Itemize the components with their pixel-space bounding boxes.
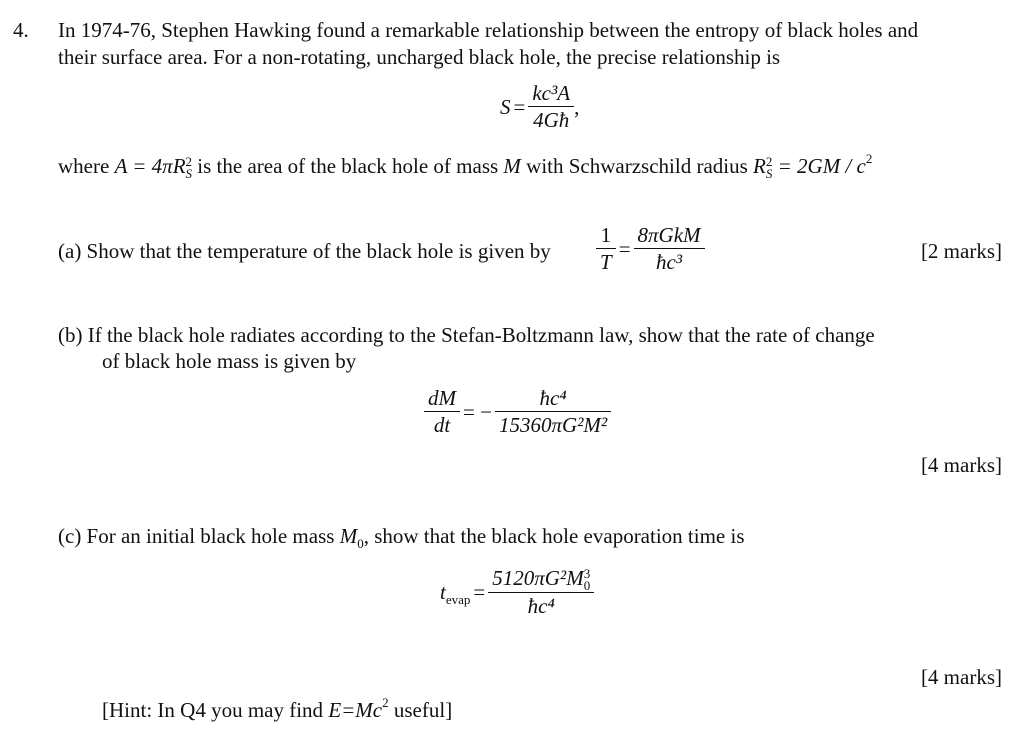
- entropy-tail: ,: [574, 94, 580, 119]
- area-mid-text: is the area of the black hole of mass: [192, 154, 504, 178]
- part-a-text: (a) Show that the temperature of the black hole is given by: [58, 239, 551, 263]
- temperature-lhs-fraction: $\frac{1}{T}$: [596, 222, 616, 275]
- mass-rate-rhs-fraction: $\frac{\text{ħc⁴}}{\text{15360πG²M²}}$: [495, 385, 611, 438]
- part-c-line: (c) For an initial black hole mass $M_0$, show that the black hole evaporation time is: [58, 524, 745, 552]
- mass-rate-equation: $\frac{dM}{dt}$ = − $\frac{\text{ħc⁴}}{\text{15360πG²M²}}$: [424, 385, 611, 438]
- where-text: where: [58, 154, 110, 178]
- question-number: 4.: [13, 18, 29, 42]
- part-b-line-1: (b) If the black hole radiates according to the Stefan-Boltzmann law, show that the rate of change: [58, 323, 875, 347]
- where-line: where A = 4πR 2 S is the area of the black hole of mass M with Schwarzschild radius R 2 S = $2GM / c^2$: [58, 151, 873, 182]
- mass-rate-lhs-fraction: $\frac{dM}{dt}$: [424, 385, 460, 438]
- part-b-line-2: of black hole mass is given by: [102, 349, 357, 373]
- entropy-denominator: 4Għ: [528, 106, 574, 133]
- part-c-marks: [4 marks]: [920, 665, 1002, 689]
- hint-formula: E=Mc: [328, 698, 383, 722]
- hint-line: [Hint: In Q4 you may find $E=Mc^2$ useful]: [102, 695, 453, 722]
- evap-time-symbol: t: [440, 580, 446, 605]
- part-b-marks: [4 marks]: [920, 453, 1002, 477]
- entropy-symbol: S: [500, 94, 511, 119]
- part-a-marks: [2 marks]: [920, 239, 1002, 263]
- entropy-fraction: [528, 80, 574, 133]
- area-equation: A = 4πR: [114, 154, 186, 178]
- mass-symbol: M: [503, 154, 521, 178]
- temperature-equation: $\frac{1}{T}$ = $\frac{\text{8πGkM}}{\text{ħc³}}$: [596, 222, 705, 275]
- intro-line-2: their surface area. For a non-rotating, uncharged black hole, the precise relationship is: [58, 45, 781, 69]
- evaporation-time-fraction: 5120πG²M 3 0 ħc⁴: [488, 565, 594, 619]
- temperature-rhs-fraction: $\frac{\text{8πGkM}}{\text{ħc³}}$: [634, 222, 705, 275]
- radius-symbol: R: [753, 154, 766, 178]
- evaporation-time-equation: $t_{evap}$ = 5120πG²M 3 0 ħc⁴: [440, 565, 594, 619]
- initial-mass-symbol: M: [339, 524, 358, 548]
- radius-text: with Schwarzschild radius: [520, 154, 754, 178]
- entropy-numerator: kc³A: [532, 81, 571, 105]
- entropy-equation: S = $\frac{\text{kc³A}}{4Għ}$ ,: [500, 81, 580, 132]
- radius-rhs: = 2GM / c: [772, 154, 866, 178]
- intro-line-1: In 1974-76, Stephen Hawking found a remarkable relationship between the entropy of black holes and: [58, 18, 919, 42]
